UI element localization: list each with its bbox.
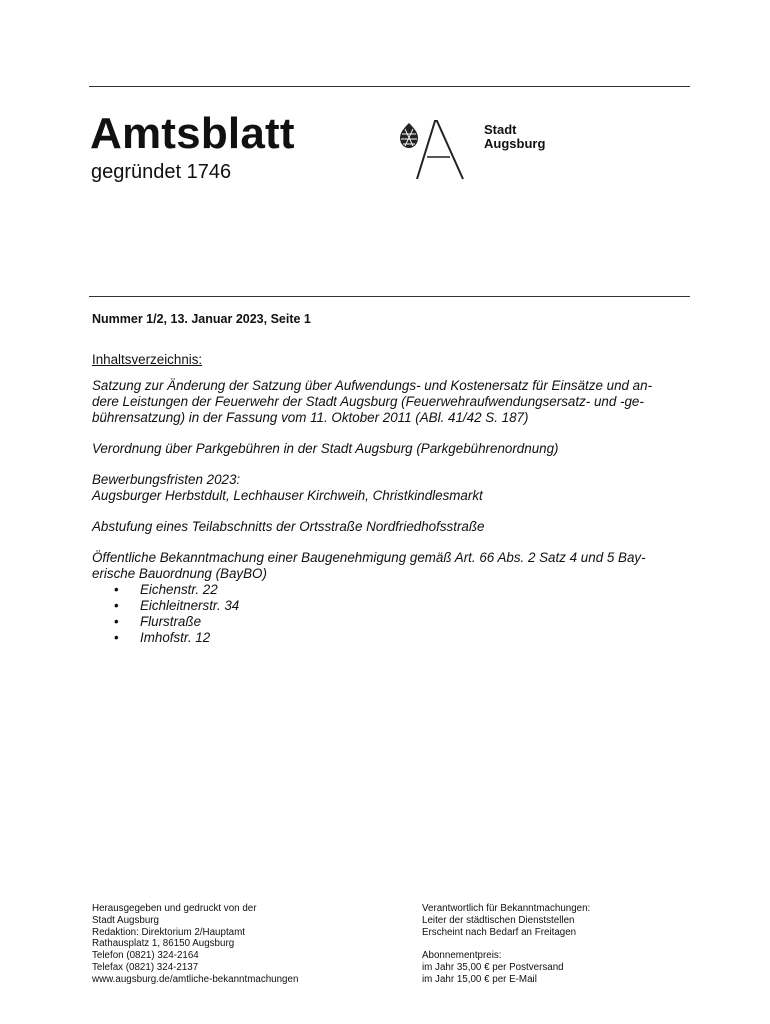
toc-entry-street-downgrade [92, 519, 692, 535]
footer-line: Telefon (0821) 324-2164 [92, 950, 199, 962]
footer-line: Stadt Augsburg [92, 914, 159, 926]
footer-line: Erscheint nach Bedarf an Freitagen [422, 926, 577, 938]
footer-line: Herausgegeben und gedruckt von der [92, 903, 257, 914]
toc-entry-line: Bewerbungsfristen 2023: [92, 472, 241, 487]
toc-entry-building-permit [92, 550, 692, 646]
footer-line: Abonnementpreis: [422, 950, 502, 962]
building-permit-address-list [92, 582, 692, 646]
table-of-contents [92, 352, 692, 661]
footer-line: Verantwortlich für Bekanntmachungen: [422, 903, 591, 914]
footer-line: im Jahr 35,00 € per Postversand [422, 961, 564, 973]
list-item: • Imhofstr. 12 [92, 630, 692, 646]
toc-entry-line: bührensatzung) in der Fassung vom 11. Oktober 2011 (ABl. 41/42 S. 187) [92, 410, 529, 425]
toc-entry-line: Satzung zur Änderung der Satzung über Aufwendungs- und Kostenersatz für Einsätze und an- [92, 378, 653, 393]
toc-entry-line: dere Leistungen der Feuerwehr der Stadt Augsburg (Feuerwehraufwendungsersatz- und -ge- [92, 394, 644, 409]
toc-entry-line: erische Bauordnung (BayBO) [92, 566, 267, 581]
footer-line: Rathausplatz 1, 86150 Augsburg [92, 938, 235, 950]
footer-line: Redaktion: Direktorium 2/Hauptamt [92, 926, 246, 938]
logo-text [484, 123, 545, 151]
toc-entry-fire-statute [92, 378, 692, 426]
toc-entry-line: Augsburger Herbstdult, Lechhauser Kirchweih, Christkindlesmarkt [92, 488, 483, 503]
toc-entry-application-deadlines [92, 472, 692, 504]
masthead-title: Amtsblatt [90, 109, 295, 158]
logo-text-line: Augsburg [484, 136, 546, 151]
list-item: • Eichenstr. 22 [92, 582, 692, 598]
masthead-founded: gegründet 1746 [91, 161, 232, 183]
toc-entry-line: Verordnung über Parkgebühren in der Stadt Augsburg (Parkgebührenordnung) [92, 441, 559, 456]
toc-entry-line: Abstufung eines Teilabschnitts der Ortsstraße Nordfriedhofsstraße [92, 519, 485, 534]
augsburg-pinecone-logo-icon [398, 117, 468, 183]
list-item: • Eichleitnerstr. 34 [92, 598, 692, 614]
issue-line: Nummer 1/2, 13. Januar 2023, Seite 1 [92, 312, 311, 326]
header-divider [89, 296, 690, 297]
footer-spacer [422, 938, 682, 950]
toc-heading: Inhaltsverzeichnis: [92, 352, 203, 367]
toc-entry-parking-fees [92, 441, 692, 457]
footer-responsible [422, 903, 682, 986]
footer-line: im Jahr 15,00 € per E-Mail [422, 973, 537, 985]
footer-website: www.augsburg.de/amtliche-bekanntmachungen [92, 973, 299, 985]
footer-publisher [92, 903, 392, 986]
top-rule [89, 86, 690, 87]
footer-line: Telefax (0821) 324-2137 [92, 961, 199, 973]
footer-line: Leiter der städtischen Dienststellen [422, 914, 575, 926]
list-item: • Flurstraße [92, 614, 692, 630]
logo-text-line: Stadt [484, 122, 517, 137]
toc-entry-line: Öffentliche Bekanntmachung einer Baugenehmigung gemäß Art. 66 Abs. 2 Satz 4 und 5 Bay- [92, 550, 646, 565]
